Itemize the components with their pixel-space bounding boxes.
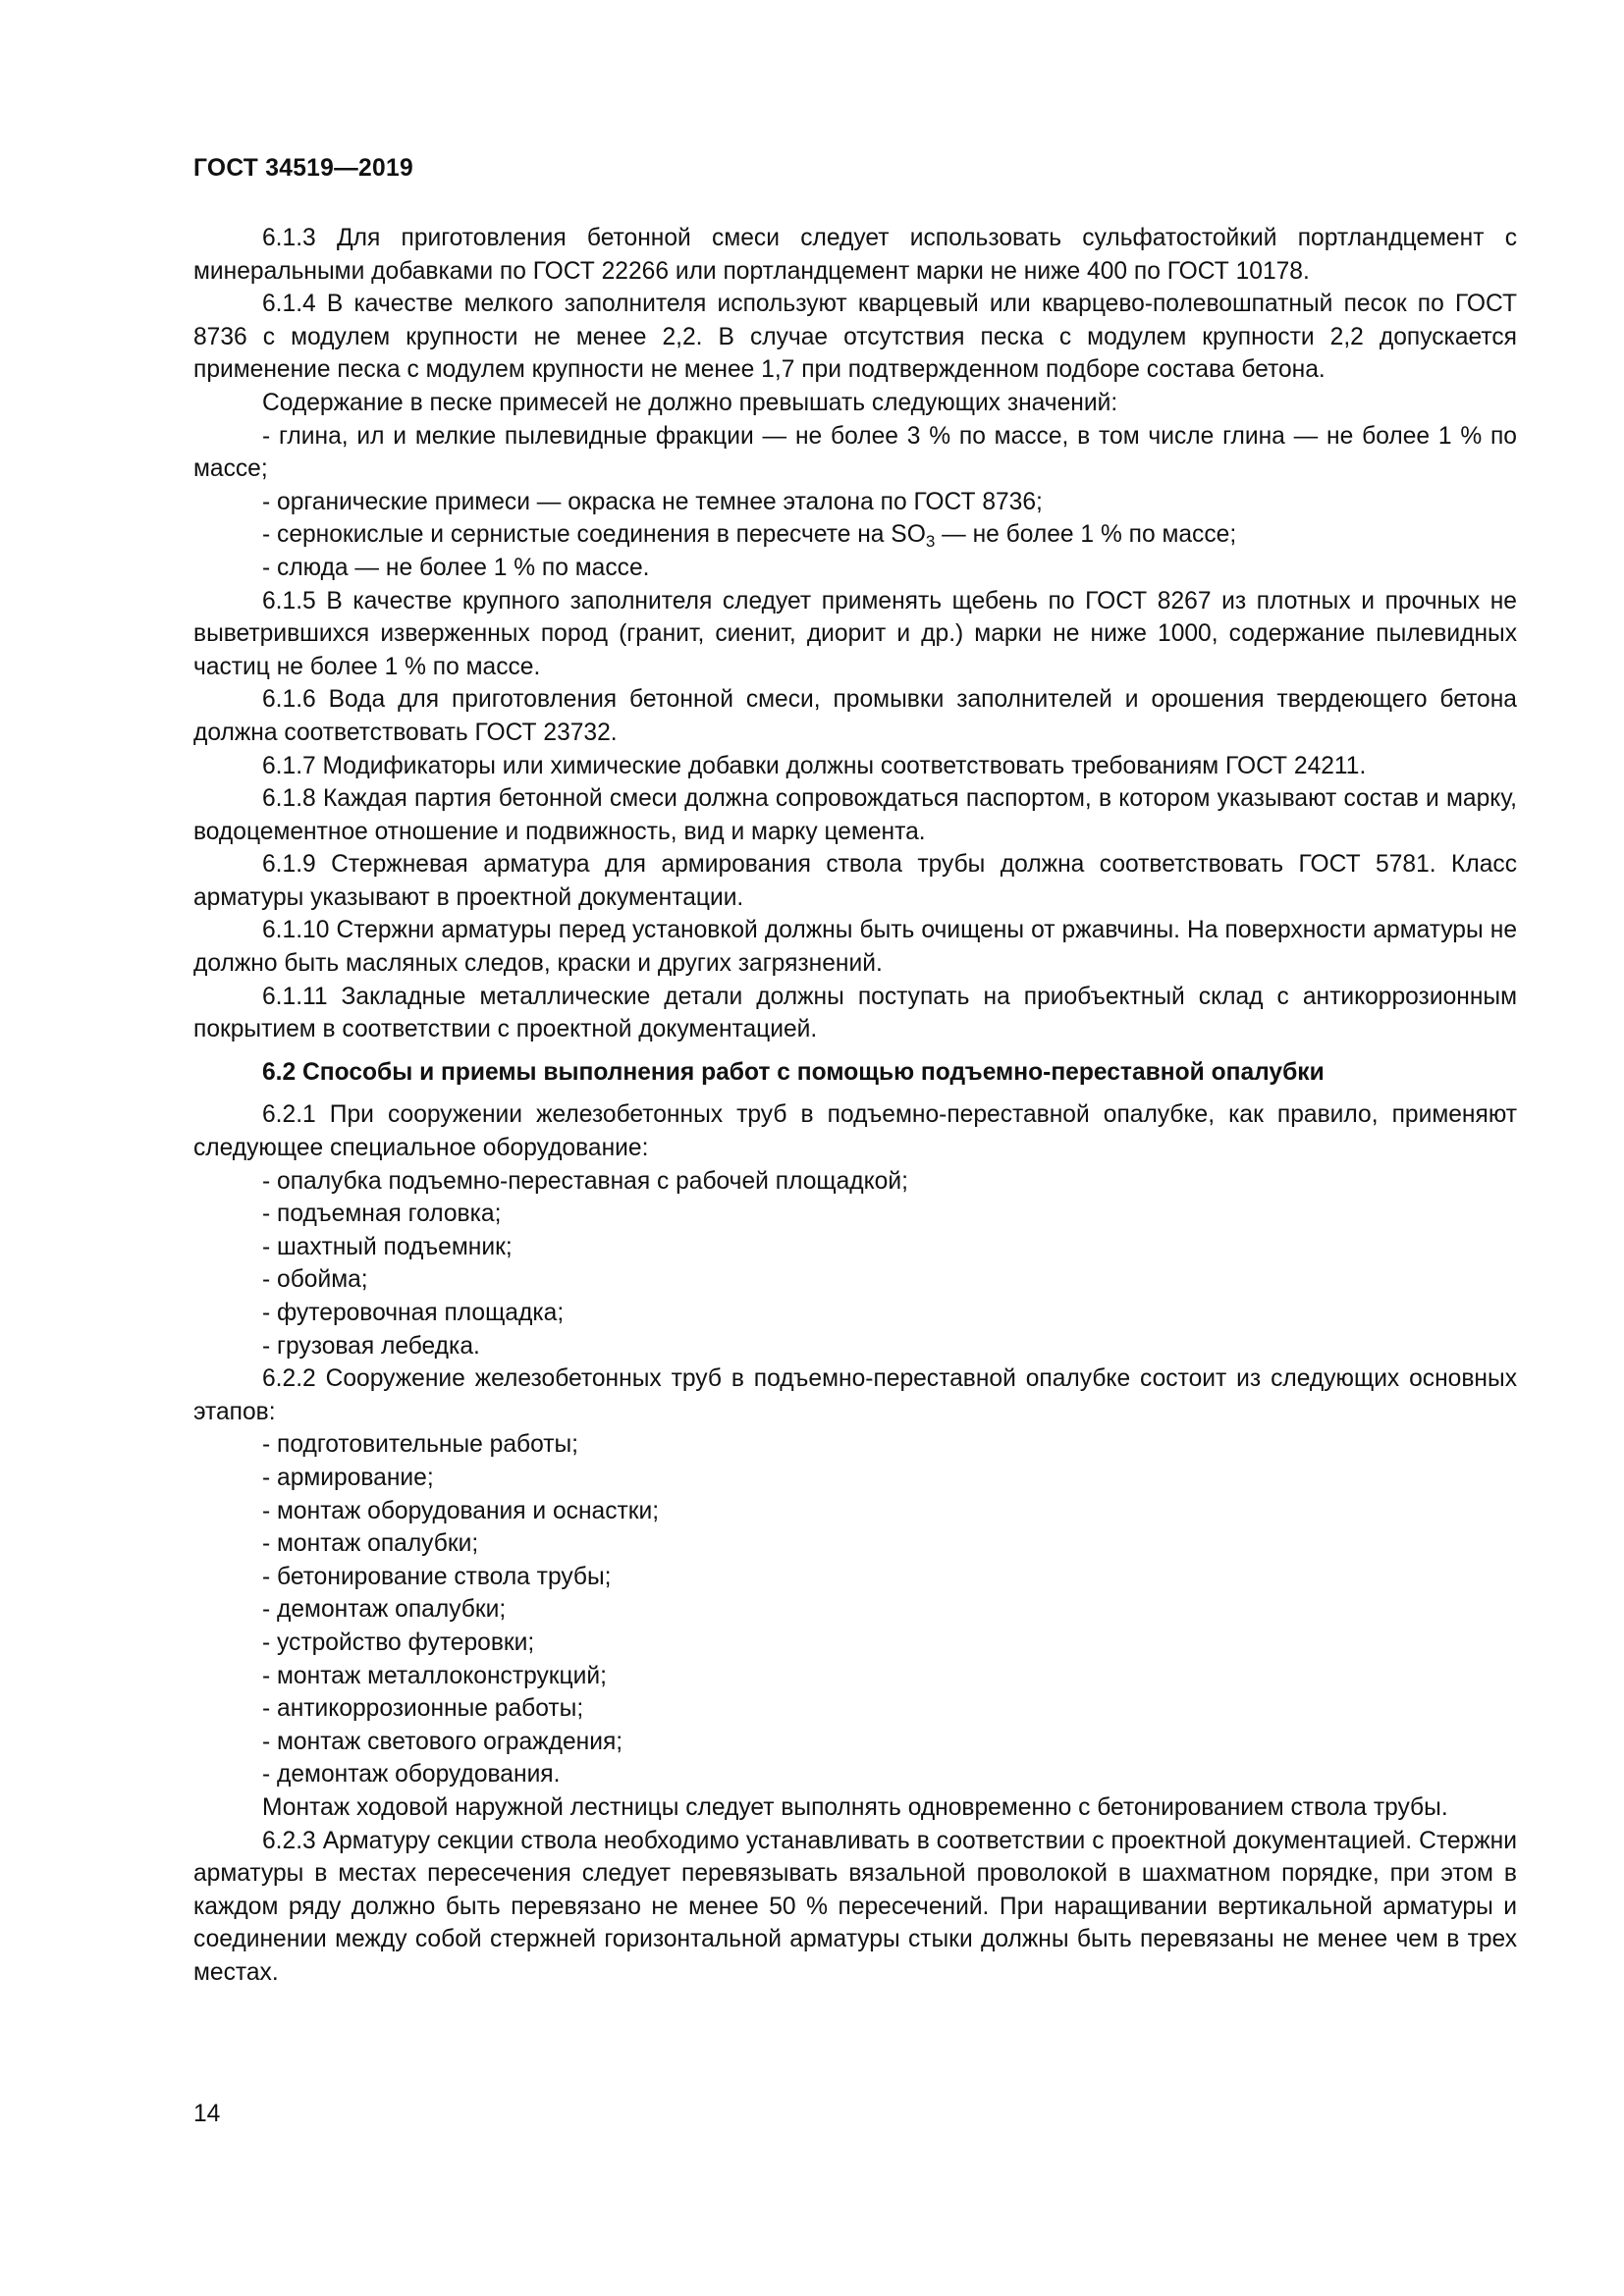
- paragraph-6-1-6: 6.1.6 Вода для приготовления бетонной смеси, промывки заполнителей и орошения твердеющего бетона должна соответствовать ГОСТ 23732.: [193, 686, 1517, 746]
- list-item: - опалубка подъемно-переставная с рабочей площадкой;: [262, 1167, 908, 1195]
- list-item: - демонтаж оборудования.: [262, 1761, 561, 1789]
- list-item-text: — не более 1 % по массе;: [935, 521, 1237, 549]
- list-item: - бетонирование ствола трубы;: [262, 1563, 612, 1590]
- paragraph-ladder-note: Монтаж ходовой наружной лестницы следует выполнять одновременно с бетонированием ствола трубы.: [262, 1793, 1448, 1821]
- paragraph-6-1-4: 6.1.4 В качестве мелкого заполнителя используют кварцевый или кварцево-полевошпатный песок по ГОСТ 8736 с модулем крупности не менее 2,2. В случае отсутствия песка с модулем крупности 2,2 допускается применение песка с модулем крупности не менее 1,7 при подтвержденном подборе состава бетона.: [193, 291, 1517, 384]
- list-item: - устройство футеровки;: [262, 1629, 535, 1656]
- list-item: - подготовительные работы;: [262, 1431, 578, 1459]
- document-body: [193, 222, 1517, 1989]
- list-item: - демонтаж опалубки;: [262, 1596, 507, 1624]
- paragraph-6-2-2: 6.2.2 Сооружение железобетонных труб в подъемно-переставной опалубке состоит из следующих основных этапов:: [193, 1365, 1517, 1425]
- list-item: - обойма;: [262, 1266, 368, 1294]
- list-item: - футеровочная площадка;: [262, 1300, 565, 1326]
- list-item-text: - сернокислые и сернистые соединения в пересчете на SO: [262, 521, 926, 549]
- paragraph-6-2-1: 6.2.1 При сооружении железобетонных труб в подъемно-переставной опалубке, как правило, применяют следующее специальное оборудование:: [193, 1101, 1517, 1162]
- paragraph-6-1-3: 6.1.3 Для приготовления бетонной смеси следует использовать сульфатостойкий портландцемент с минеральными добавками по ГОСТ 22266 или портландцемент марки не ниже 400 по ГОСТ 10178.: [193, 225, 1517, 285]
- list-item-sulfur: [193, 518, 1517, 552]
- document-header: ГОСТ 34519—2019: [193, 155, 413, 182]
- list-item: - армирование;: [262, 1464, 434, 1491]
- list-item: - подъемная головка;: [262, 1201, 502, 1228]
- list-item: - слюда — не более 1 % по массе.: [262, 554, 650, 581]
- paragraph-6-1-9: 6.1.9 Стержневая арматура для армирования ствола трубы должна соответствовать ГОСТ 5781. Класс арматуры указывают в проектной документации.: [193, 851, 1517, 911]
- list-item: - шахтный подъемник;: [262, 1233, 513, 1260]
- list-item: - монтаж светового ограждения;: [262, 1728, 623, 1755]
- paragraph-6-1-8: 6.1.8 Каждая партия бетонной смеси должна сопровождаться паспортом, в котором указывают состав и марку, водоцементное отношение и подвижность, вид и марку цемента.: [193, 785, 1517, 845]
- paragraph-6-1-11: 6.1.11 Закладные металлические детали должны поступать на приобъектный склад с антикоррозионным покрытием в соответствии с проектной документацией.: [193, 983, 1517, 1043]
- paragraph-6-1-7: 6.1.7 Модификаторы или химические добавки должны соответствовать требованиям ГОСТ 24211.: [262, 752, 1367, 779]
- list-item: - монтаж оборудования и оснастки;: [262, 1497, 660, 1524]
- list-item: - грузовая лебедка.: [262, 1332, 480, 1360]
- subscript: 3: [925, 532, 936, 552]
- paragraph-6-1-5: 6.1.5 В качестве крупного заполнителя следует применять щебень по ГОСТ 8267 из плотных и прочных не выветрившихся изверженных пород (гранит, сиенит, диорит и др.) марки не ниже 1000, содержание пылевидных частиц не более 1 % по массе.: [193, 587, 1517, 680]
- list-item: - монтаж опалубки;: [262, 1530, 479, 1558]
- page-number: 14: [193, 2101, 221, 2127]
- list-item: - глина, ил и мелкие пылевидные фракции — не более 3 % по массе, в том числе глина — не более 1 % по массе;: [193, 422, 1517, 483]
- list-item: - органические примеси — окраска не темнее эталона по ГОСТ 8736;: [262, 488, 1043, 515]
- list-item: - антикоррозионные работы;: [262, 1695, 584, 1723]
- paragraph-6-1-10: 6.1.10 Стержни арматуры перед установкой должны быть очищены от ржавчины. На поверхности арматуры не должно быть масляных следов, краски и других загрязнений.: [193, 917, 1517, 978]
- section-heading-6-2: 6.2 Способы и приемы выполнения работ с помощью подъемно-переставной опалубки: [262, 1058, 1325, 1086]
- paragraph-sand-impurities: Содержание в песке примесей не должно превышать следующих значений:: [262, 389, 1118, 416]
- list-item: - монтаж металлоконструкций;: [262, 1662, 607, 1689]
- paragraph-6-2-3: 6.2.3 Арматуру секции ствола необходимо устанавливать в соответствии с проектной документацией. Стержни арматуры в местах пересечения следует перевязывать вязальной проволокой в шахматном порядке, при этом в каждом ряду должно быть перевязано не менее 50 % пересечений. При наращивании вертикальной арматуры и соединении между собой стержней горизонтальной арматуры стыки должны быть перевязаны не менее чем в трех местах.: [193, 1827, 1517, 1986]
